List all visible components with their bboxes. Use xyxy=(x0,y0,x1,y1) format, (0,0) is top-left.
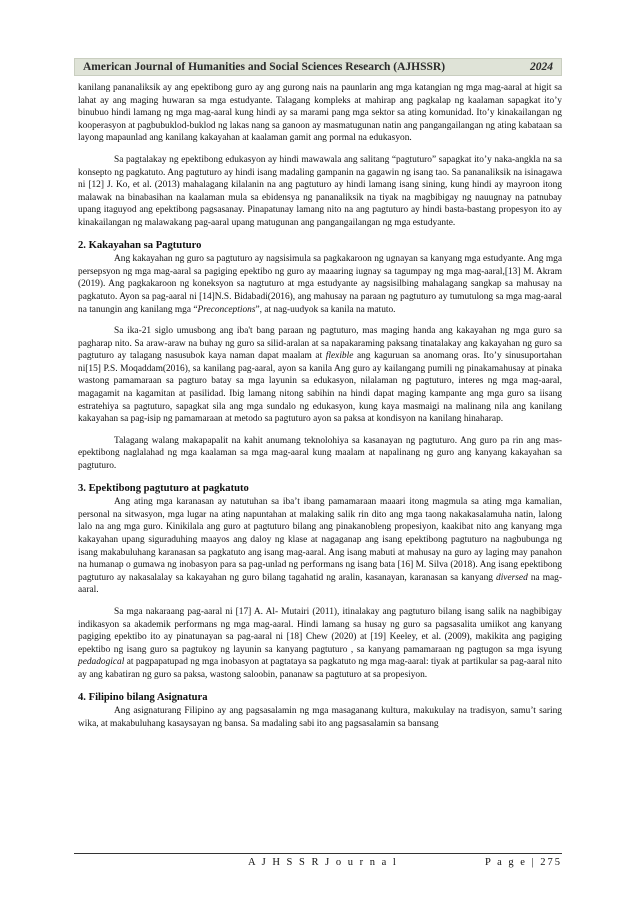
italic-term: pedadogical xyxy=(78,657,125,668)
footer-divider xyxy=(74,853,562,854)
body-paragraph xyxy=(78,496,562,597)
page-footer xyxy=(74,857,562,868)
paragraph-text: Sa ika-21 siglo umusbong ang iba't bang paraan ng pagtuturo, mas maging handa ang kakayahan ng mga guro sa pagharap nito. Sa araw-araw na buhay ng guro sa silid-aralan at sa napakaraming paksang tinatalakay ang kakayahan ng guro sa pagtuturo ay talagang nasusubok kaya naman dapat maalam at xyxy=(78,326,562,362)
paragraph-text: ang kaguruan sa anomang oras. Ito’y sinusuportahan ni[15] P.S. Moqaddam(2016), sa kanilang pag-aaral, ayon sa kanila Ang guro ay kailangang pumili ng pinakamahusay at pinaka wastong pamamaraan sa pagturo batay sa mga layunin sa edukasyon, nilalaman ng pagtuturo, interes ng mga mag-aaral, magagamit na kagamitan at pasilidad. Ibig lamang nitong sabihin na hindi dapat maging kampante ang mga guro sa iisang estratehiya sa pagtuturo, sapagkat sila ang mga sundalo ng edukasyon, kung kaya masmaigi na malinang nila ang kanilang kakayahan sa pag-isip ng pamamaraan at metodo sa pagtuturo ayon sa paksa at kondisyon na kanilang hinaharap. xyxy=(78,351,562,425)
section-heading: 3. Epektibong pagtuturo at pagkatuto xyxy=(78,482,249,494)
paragraph-text: Talagang walang makapapalit na kahit anumang teknolohiya sa kasanayan ng pagtuturo. Ang guro pa rin ang mas-epektibong naglalahad ng mga kaalaman sa mga mag-aaral kung maalam at napalinang ng guro ang kanyang kakayahan sa pagtuturo. xyxy=(78,435,562,472)
paragraph-text: at pagpapatupad ng mga inobasyon at pagtataya sa pagkatuto ng mga mag-aaral: tiyak at partikular sa pag-aaral nito ay ang kabatiran ng guro sa paksa, wastong saloobin, pananaw sa pagtuturo at sa propesiyon. xyxy=(78,657,562,680)
body-paragraph xyxy=(78,253,562,316)
body-paragraph xyxy=(78,435,562,473)
body-paragraph xyxy=(78,606,562,682)
paragraph-text: na mag-aaral. xyxy=(78,572,562,596)
paragraph-text: Sa mga nakaraang pag-aaral ni [17] A. Al- Mutairi (2011), itinalakay ang pagtuturo bilang isang salik na nagbibigay indikasyon sa akademik performans ng mga mag-aaral. Hindi lamang sa husay ng guro sa pagsasalita umiikot ang kanyang pagiging epektibo ito ay pinatunayan sa pag-aaral ni [18] Chew (2020) at [19] Keeley, et al. (2009), makikita ang pagiging epektibo ng isang guro sa pagtukoy ng layunin sa kanyang pagtuturo , sa kanyang pamamaraan ng pagtugon sa mga isyung xyxy=(78,606,562,655)
body-paragraph xyxy=(78,154,562,230)
italic-term: flexible xyxy=(325,351,354,362)
body-paragraph xyxy=(78,705,562,730)
article-body xyxy=(78,82,562,739)
paragraph-text: ”, at nag-uudyok sa kanila na matuto. xyxy=(255,304,396,315)
publication-year: 2024 xyxy=(530,61,553,73)
body-paragraph xyxy=(78,82,562,145)
journal-header xyxy=(74,58,562,76)
section-heading: 4. Filipino bilang Asignatura xyxy=(78,691,208,703)
paragraph-text: Ang asignaturang Filipino ay ang pagsasalamin ng mga masaganang kultura, makukulay na tradisyon, samu’t saring wika, at makabuluhang kasaysayan ng bansa. Sa madaling sabi ito ang pagsasalamin sa bansang xyxy=(78,706,562,729)
paragraph-text: kanilang pananaliksik ay ang epektibong guro ay ang gurong nais na paunlarin ang mga katangian ng mga mag-aaral at higit sa lahat ay ang maging huwaran sa mga estudyante. Talagang kompleks at mahirap ang pagkalap ng kaalaman sapagkat ito’y binubuo hindi lamang ng mga mag-aaral kung hindi ay sa marami pang mga sektor sa ating komunidad. Ito’y kinakailangan ng kooperasyon at pagbubuklod-buklod ng lakas nang sa ganoon ay masmatugunan natin ang pangangailangan ng ating kabataan sa layong mapaunlad ang kanilang kakayahan at kaalaman gamit ang pormal na edukasyon. xyxy=(78,83,562,144)
paragraph-text: Ang kakayahan ng guro sa pagtuturo ay nagsisimula sa pagkakaroon ng ugnayan sa kanyang mga estudyante. Ang mga persepsyon ng mga mag-aaral sa pagiging epektibo ng guro ay maaaring iugnay sa tagumpay ng mga mag-aaral,[13] M. Akram (2019). Ang pagkakaroon ng koneksyon sa nagtuturo at mga estudyante ay nagsisilbing mahalagang sangkap sa mahusay na pagkatuto. Ayon sa pag-aaral ni [14]N.S. Bidabadi(2016), ang mahusay na paraan ng pagtuturo ay tumutulong sa mga mag-aaral na tanungin ang kanilang mga “ xyxy=(78,254,562,315)
paragraph-text: Ang ating mga karanasan ay natutuhan sa iba’t ibang pamamaraan maaari itong magmula sa ating mga kamalian, personal na sitwasyon, mga lugar na ating napuntahan at malaking salik rin dito ang mga taong nakakasalamuha natin, lalong lalo na ang mga guro. Kinikilala ang guro at pagtuturo bilang ang pinakanobleng propesiyon, kaakibat nito ang kanyang mga kakayahan upang siguraduhing maayos ang daloy ng klase at nagaganap ang isang epektibong pagtuturo na nagbubunga ng isang makabuluhang karanasan sa pagkatuto ang isang mag-aaral. Ang isang mabuti at mahusay na guro ay laging may panahon na humanap o gumawa ng inobasyon para sa pag-unlad ng performans ng isang bata [16] M. Silva (2018). Ang isang epektibong pagtuturo ay nakasalalay sa kakayahan ng guro bilang tagahatid ng aralin, kasanayan, karanasan sa kanyang xyxy=(78,497,562,583)
italic-term: diversed xyxy=(496,572,528,583)
italic-term: Preconceptions xyxy=(197,304,256,315)
paragraph-text: Sa pagtalakay ng epektibong edukasyon ay hindi mawawala ang salitang “pagtuturo” sapagkat ito’y naka-angkla na sa konsepto ng pagkatuto. Ang pagtuturo ay hindi isang madaling gampanin na gagawin ng isang tao. Sa pananaliksik na isinagawa ni [12] J. Ko, et al. (2013) mahalagang kilalanin na ang pagtuturo ay hindi lamang isang sining, kung hindi ay mayroon itong malawak na binabasihan na kaalaman mula sa ebidensya ng pananaliksik na tiyak na magbibigay ng nauugnay na patnubay upang itaguyod ang epektibong pagsasanay. Pinapatunay lamang nito na ang pagtuturo ay hindi basta-bastang propesyon ito ay kinakailangan ng malawakang pag-aaral upang matugunan ang pangangailangan ng mga estudyante. xyxy=(78,154,562,228)
journal-title: American Journal of Humanities and Social Sciences Research (AJHSSR) xyxy=(83,61,446,73)
body-paragraph xyxy=(78,325,562,426)
footer-journal-name: A J H S S R J o u r n a l xyxy=(248,857,398,868)
page-number: P a g e | 275 xyxy=(485,857,562,868)
section-heading: 2. Kakayahan sa Pagtuturo xyxy=(78,239,202,251)
